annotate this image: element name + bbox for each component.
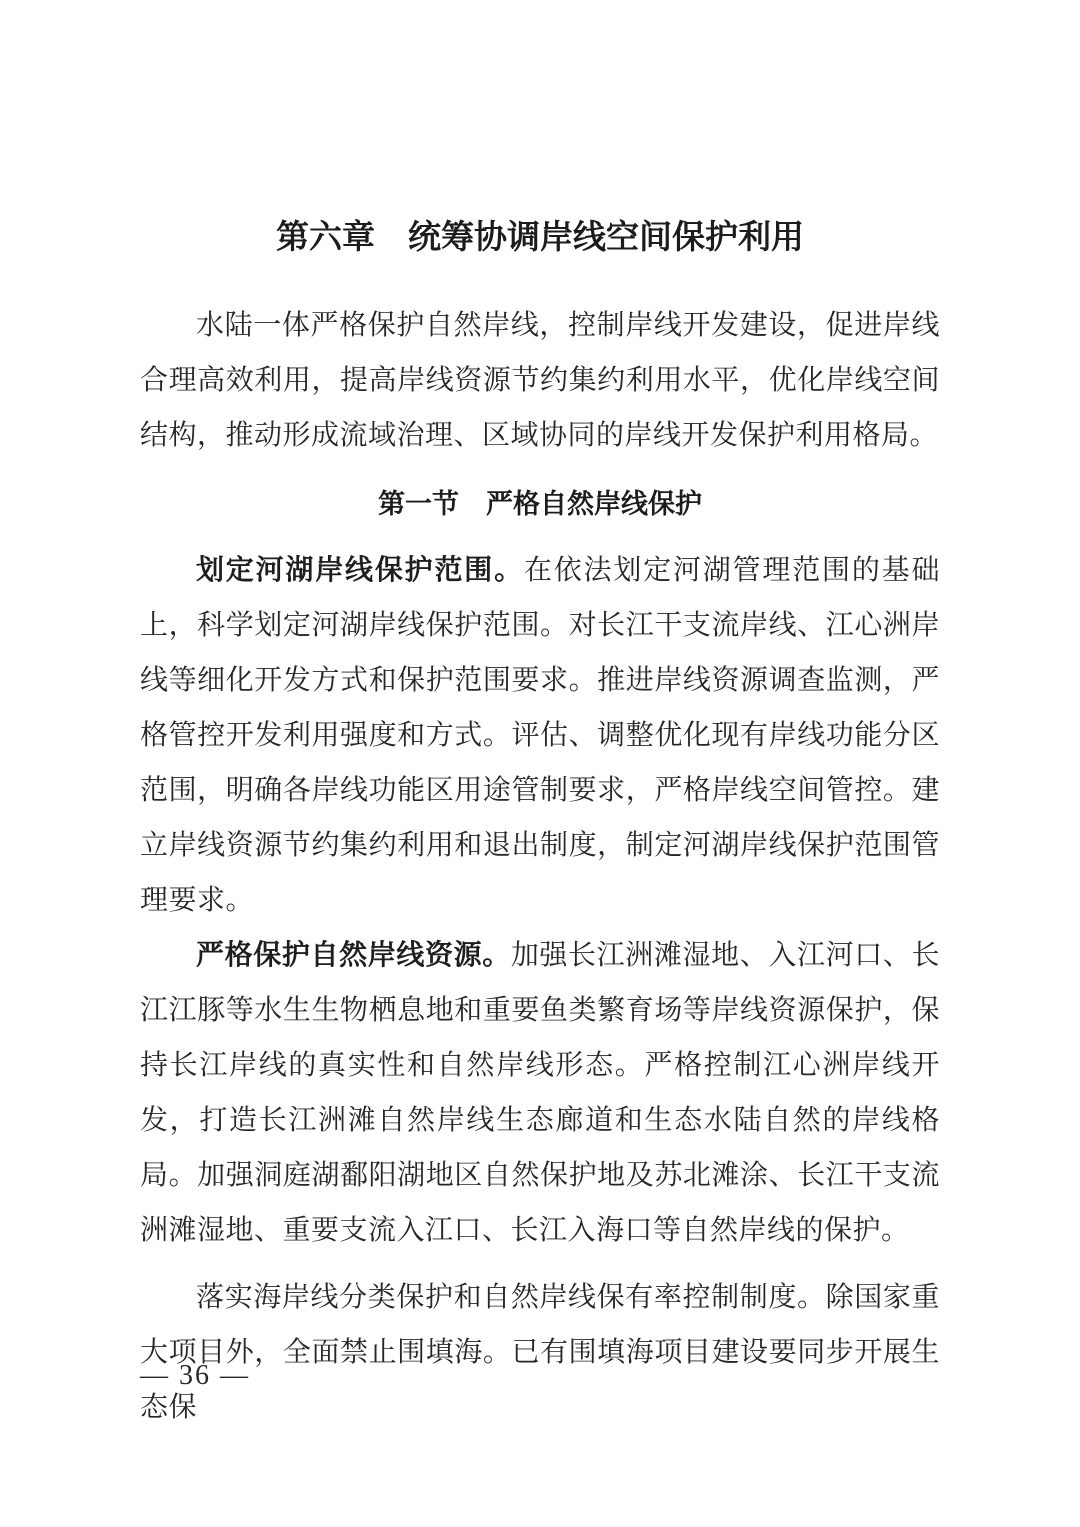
- paragraph-text: 落实海岸线分类保护和自然岸线保有率控制制度。除国家重大项目外，全面禁止围填海。已有围填海项目建设要同步开展生态保: [140, 1282, 940, 1423]
- paragraph: [140, 928, 940, 1258]
- paragraph-text: 在依法划定河湖管理范围的基础上，科学划定河湖岸线保护范围。对长江干支流岸线、江心洲岸线等细化开发方式和保护范围要求。推进岸线资源调查监测，严格管控开发利用强度和方式。评估、调整优化现有岸线功能分区范围，明确各岸线功能区用途管制要求，严格岸线空间管控。建立岸线资源节约集约利用和退出制度，制定河湖岸线保护范围管理要求。: [140, 555, 940, 916]
- chapter-title: 第六章 统筹协调岸线空间保护利用: [276, 218, 804, 255]
- page-number: — 36 —: [140, 1360, 250, 1391]
- page-content: [140, 212, 940, 1435]
- paragraph-lead: 严格保护自然岸线资源。: [196, 940, 511, 971]
- page-footer: [140, 1358, 250, 1394]
- intro-paragraph: 水陆一体严格保护自然岸线，控制岸线开发建设，促进岸线合理高效利用，提高岸线资源节约集约利用水平，优化岸线空间结构，推动形成流域治理、区域协同的岸线开发保护利用格局。: [140, 310, 940, 451]
- paragraph-lead: 划定河湖岸线保护范围。: [196, 555, 524, 586]
- section-title: 第一节 严格自然岸线保护: [378, 489, 702, 519]
- paragraph: [140, 543, 940, 928]
- paragraph-text: 加强长江洲滩湿地、入江河口、长江江豚等水生生物栖息地和重要鱼类繁育场等岸线资源保护，保持长江岸线的真实性和自然岸线形态。严格控制江心洲岸线开发，打造长江洲滩自然岸线生态廊道和生态水陆自然的岸线格局。加强洞庭湖鄱阳湖地区自然保护地及苏北滩涂、长江干支流洲滩湿地、重要支流入江口、长江入海口等自然岸线的保护。: [140, 940, 940, 1246]
- paragraph: [140, 1270, 940, 1435]
